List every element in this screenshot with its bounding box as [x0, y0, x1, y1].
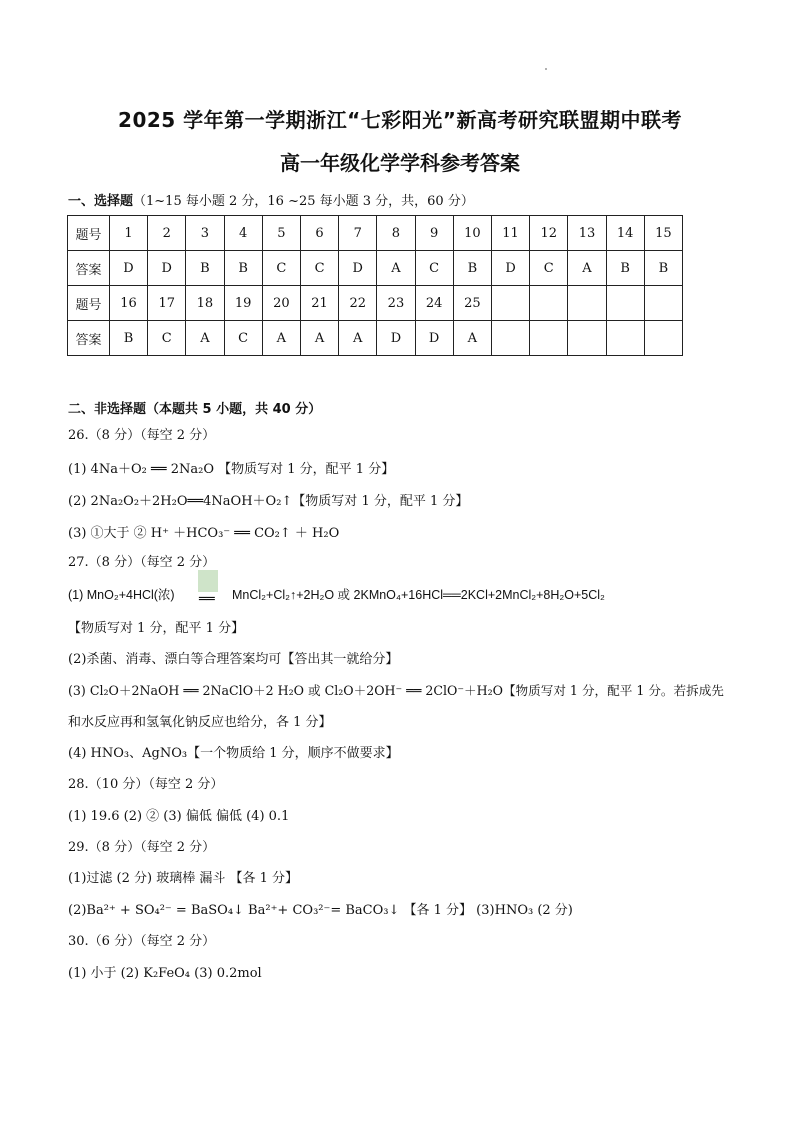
table-cell: [568, 286, 606, 321]
table-row: [68, 251, 683, 286]
q27-answer-2: (2)杀菌、消毒、漂白等合理答案均可【答出其一就给分】: [68, 652, 399, 667]
document-title: 2025 学年第一学期浙江“七彩阳光”新高考研究联盟期中联考: [118, 108, 682, 132]
answer-table: [67, 215, 683, 356]
table-cell: [530, 321, 568, 356]
table-cell: 25: [453, 286, 491, 321]
heat-triangle-icon: [198, 570, 218, 592]
table-cell: C: [224, 321, 262, 356]
table-cell: [606, 286, 644, 321]
q27-answer-1c: 【物质写对 1 分，配平 1 分】: [68, 621, 245, 636]
table-cell: C: [530, 251, 568, 286]
table-cell: B: [224, 251, 262, 286]
q27-answer-1b: MnCl₂+Cl₂↑+2H₂O 或 2KMnO₄+16HCl══2KCl+2MnCl₂+8H₂O+5Cl₂: [232, 588, 605, 602]
table-cell: C: [148, 321, 186, 356]
table-row: [68, 321, 683, 356]
row-label: 答案: [68, 321, 110, 356]
table-cell: A: [300, 321, 338, 356]
table-cell: 10: [453, 216, 491, 251]
table-cell: 7: [339, 216, 377, 251]
q27-answer-3a: (3) Cl₂O＋2NaOH ══ 2NaClO＋2 H₂O 或 Cl₂O＋2OH⁻ ══ 2ClO⁻＋H₂O【物质写对 1 分，配平 1 分。若拆成先: [68, 683, 724, 698]
q30-answer: (1) 小于 (2) K₂FeO₄ (3) 0.2mol: [68, 966, 262, 981]
table-cell: [606, 321, 644, 356]
table-cell: [491, 321, 529, 356]
table-cell: 14: [606, 216, 644, 251]
table-cell: C: [262, 251, 300, 286]
table-cell: C: [300, 251, 338, 286]
table-cell: C: [415, 251, 453, 286]
table-cell: [491, 286, 529, 321]
q27-heading: 27.（8 分）（每空 2 分）: [68, 555, 216, 570]
table-cell: D: [109, 251, 147, 286]
table-cell: A: [568, 251, 606, 286]
q29-heading: 29.（8 分）（每空 2 分）: [68, 840, 216, 855]
table-cell: 12: [530, 216, 568, 251]
speck-mark: [545, 68, 547, 70]
table-cell: A: [186, 321, 224, 356]
table-cell: D: [377, 321, 415, 356]
section1-heading-line: [68, 190, 474, 209]
q29-answer-2: (2)Ba²⁺ + SO₄²⁻ = BaSO₄↓ Ba²⁺+ CO₃²⁻= BaCO₃↓ 【各 1 分】 (3)HNO₃ (2 分): [68, 903, 573, 918]
table-cell: [530, 286, 568, 321]
table-cell: 11: [491, 216, 529, 251]
reaction-arrow: ══: [199, 592, 215, 607]
q27-answer-3b: 和水反应再和氢氧化钠反应也给分，各 1 分】: [68, 715, 332, 730]
table-cell: A: [339, 321, 377, 356]
document-subtitle: 高一年级化学学科参考答案: [280, 151, 520, 175]
table-cell: 20: [262, 286, 300, 321]
q26-answer-3: (3) ①大于 ② H⁺ ＋HCO₃⁻ ══ CO₂↑ ＋ H₂O: [68, 526, 340, 541]
q26-answer-2: (2) 2Na₂O₂＋2H₂O══4NaOH＋O₂↑【物质写对 1 分，配平 1 分】: [68, 494, 469, 509]
q27-answer-1a: (1) MnO₂+4HCl(浓): [68, 588, 175, 602]
table-cell: B: [606, 251, 644, 286]
table-cell: 15: [644, 216, 682, 251]
table-cell: [644, 286, 682, 321]
q27-answer-4: (4) HNO₃、AgNO₃【一个物质给 1 分，顺序不做要求】: [68, 746, 399, 761]
table-cell: 13: [568, 216, 606, 251]
table-cell: 17: [148, 286, 186, 321]
section2-heading-text: 二、非选择题（本题共 5 小题，共 40 分）: [68, 402, 322, 417]
q30-heading: 30.（6 分）（每空 2 分）: [68, 934, 216, 949]
table-cell: 5: [262, 216, 300, 251]
q29-answer-1: (1)过滤 (2 分) 玻璃棒 漏斗 【各 1 分】: [68, 871, 299, 886]
table-cell: 22: [339, 286, 377, 321]
table-cell: D: [491, 251, 529, 286]
table-row: [68, 286, 683, 321]
row-label: 答案: [68, 251, 110, 286]
table-cell: 9: [415, 216, 453, 251]
table-cell: D: [415, 321, 453, 356]
q26-heading: 26.（8 分）（每空 2 分）: [68, 428, 216, 443]
table-cell: 1: [109, 216, 147, 251]
table-cell: 3: [186, 216, 224, 251]
table-cell: B: [186, 251, 224, 286]
table-cell: 24: [415, 286, 453, 321]
section1-heading: 一、选择题: [68, 194, 134, 209]
table-cell: A: [377, 251, 415, 286]
table-cell: 4: [224, 216, 262, 251]
table-cell: 6: [300, 216, 338, 251]
table-cell: 18: [186, 286, 224, 321]
table-cell: [644, 321, 682, 356]
q28-answer: (1) 19.6 (2) ② (3) 偏低 偏低 (4) 0.1: [68, 809, 290, 824]
table-cell: D: [148, 251, 186, 286]
section1-note: （1~15 每小题 2 分，16 ~25 每小题 3 分，共，60 分）: [133, 194, 474, 209]
table-cell: A: [453, 321, 491, 356]
row-label: 题号: [68, 286, 110, 321]
q26-answer-1: (1) 4Na＋O₂ ══ 2Na₂O 【物质写对 1 分，配平 1 分】: [68, 462, 395, 477]
table-cell: [568, 321, 606, 356]
table-cell: 19: [224, 286, 262, 321]
q28-heading: 28.（10 分）（每空 2 分）: [68, 777, 224, 792]
table-cell: 16: [109, 286, 147, 321]
table-cell: D: [339, 251, 377, 286]
table-row: [68, 216, 683, 251]
table-cell: 8: [377, 216, 415, 251]
table-cell: 21: [300, 286, 338, 321]
table-cell: B: [453, 251, 491, 286]
section2-heading: [68, 398, 321, 417]
table-cell: 23: [377, 286, 415, 321]
table-cell: 2: [148, 216, 186, 251]
table-cell: A: [262, 321, 300, 356]
row-label: 题号: [68, 216, 110, 251]
table-cell: B: [644, 251, 682, 286]
table-cell: B: [109, 321, 147, 356]
